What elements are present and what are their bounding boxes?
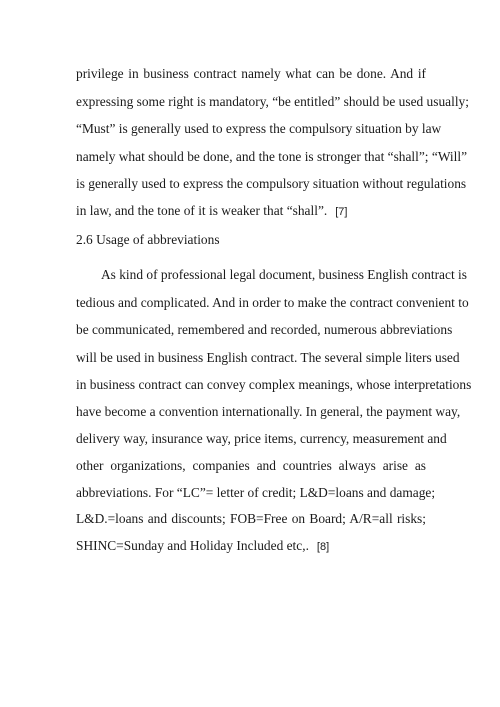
paragraph-2-line-10: L&D.=loans and discounts; FOB=Free on Board; A/R=all risks;: [76, 511, 426, 526]
paragraph-1-line-3: “Must” is generally used to express the compulsory situation by law: [76, 121, 442, 136]
paragraph-2-line-2: tedious and complicated. And in order to make the contract convenient to: [76, 295, 469, 310]
paragraph-1-line-1: privilege in business contract namely what can be done. And if: [76, 66, 426, 81]
paragraph-1-line-6-text: in law, and the tone of it is weaker that “shall”.: [76, 203, 328, 218]
citation-ref-7: [7]: [335, 206, 348, 218]
paragraph-2-line-8: other organizations, companies and countries always arise as: [76, 458, 426, 473]
paragraph-2-line-11: [76, 538, 426, 555]
citation-ref-8: [8]: [316, 541, 330, 553]
paragraph-2-line-1: As kind of professional legal document, business English contract is: [101, 267, 467, 282]
section-heading: 2.6 Usage of abbreviations: [76, 232, 220, 247]
paragraph-2-line-7: delivery way, insurance way, price items, currency, measurement and: [76, 431, 447, 446]
paragraph-2-line-5: in business contract can convey complex meanings, whose interpretations: [76, 377, 472, 392]
paragraph-2-line-6: have become a convention internationally. In general, the payment way,: [76, 404, 461, 419]
paragraph-1-line-4: namely what should be done, and the tone is stronger that “shall”; “Will”: [76, 149, 468, 164]
paragraph-1-line-2: expressing some right is mandatory, “be entitled” should be used usually;: [76, 94, 469, 109]
paragraph-2-line-9: abbreviations. For “LC”= letter of credit; L&D=loans and damage;: [76, 485, 436, 500]
paragraph-2-line-4: will be used in business English contract. The several simple liters used: [76, 350, 460, 365]
paragraph-1-line-5: is generally used to express the compulsory situation without regulations: [76, 176, 467, 191]
paragraph-2-line-11-text: SHINC=Sunday and Holiday Included etc,.: [76, 538, 309, 553]
paragraph-2-line-3: be communicated, remembered and recorded, numerous abbreviations: [76, 322, 453, 337]
paragraph-1-line-6: [76, 203, 426, 220]
